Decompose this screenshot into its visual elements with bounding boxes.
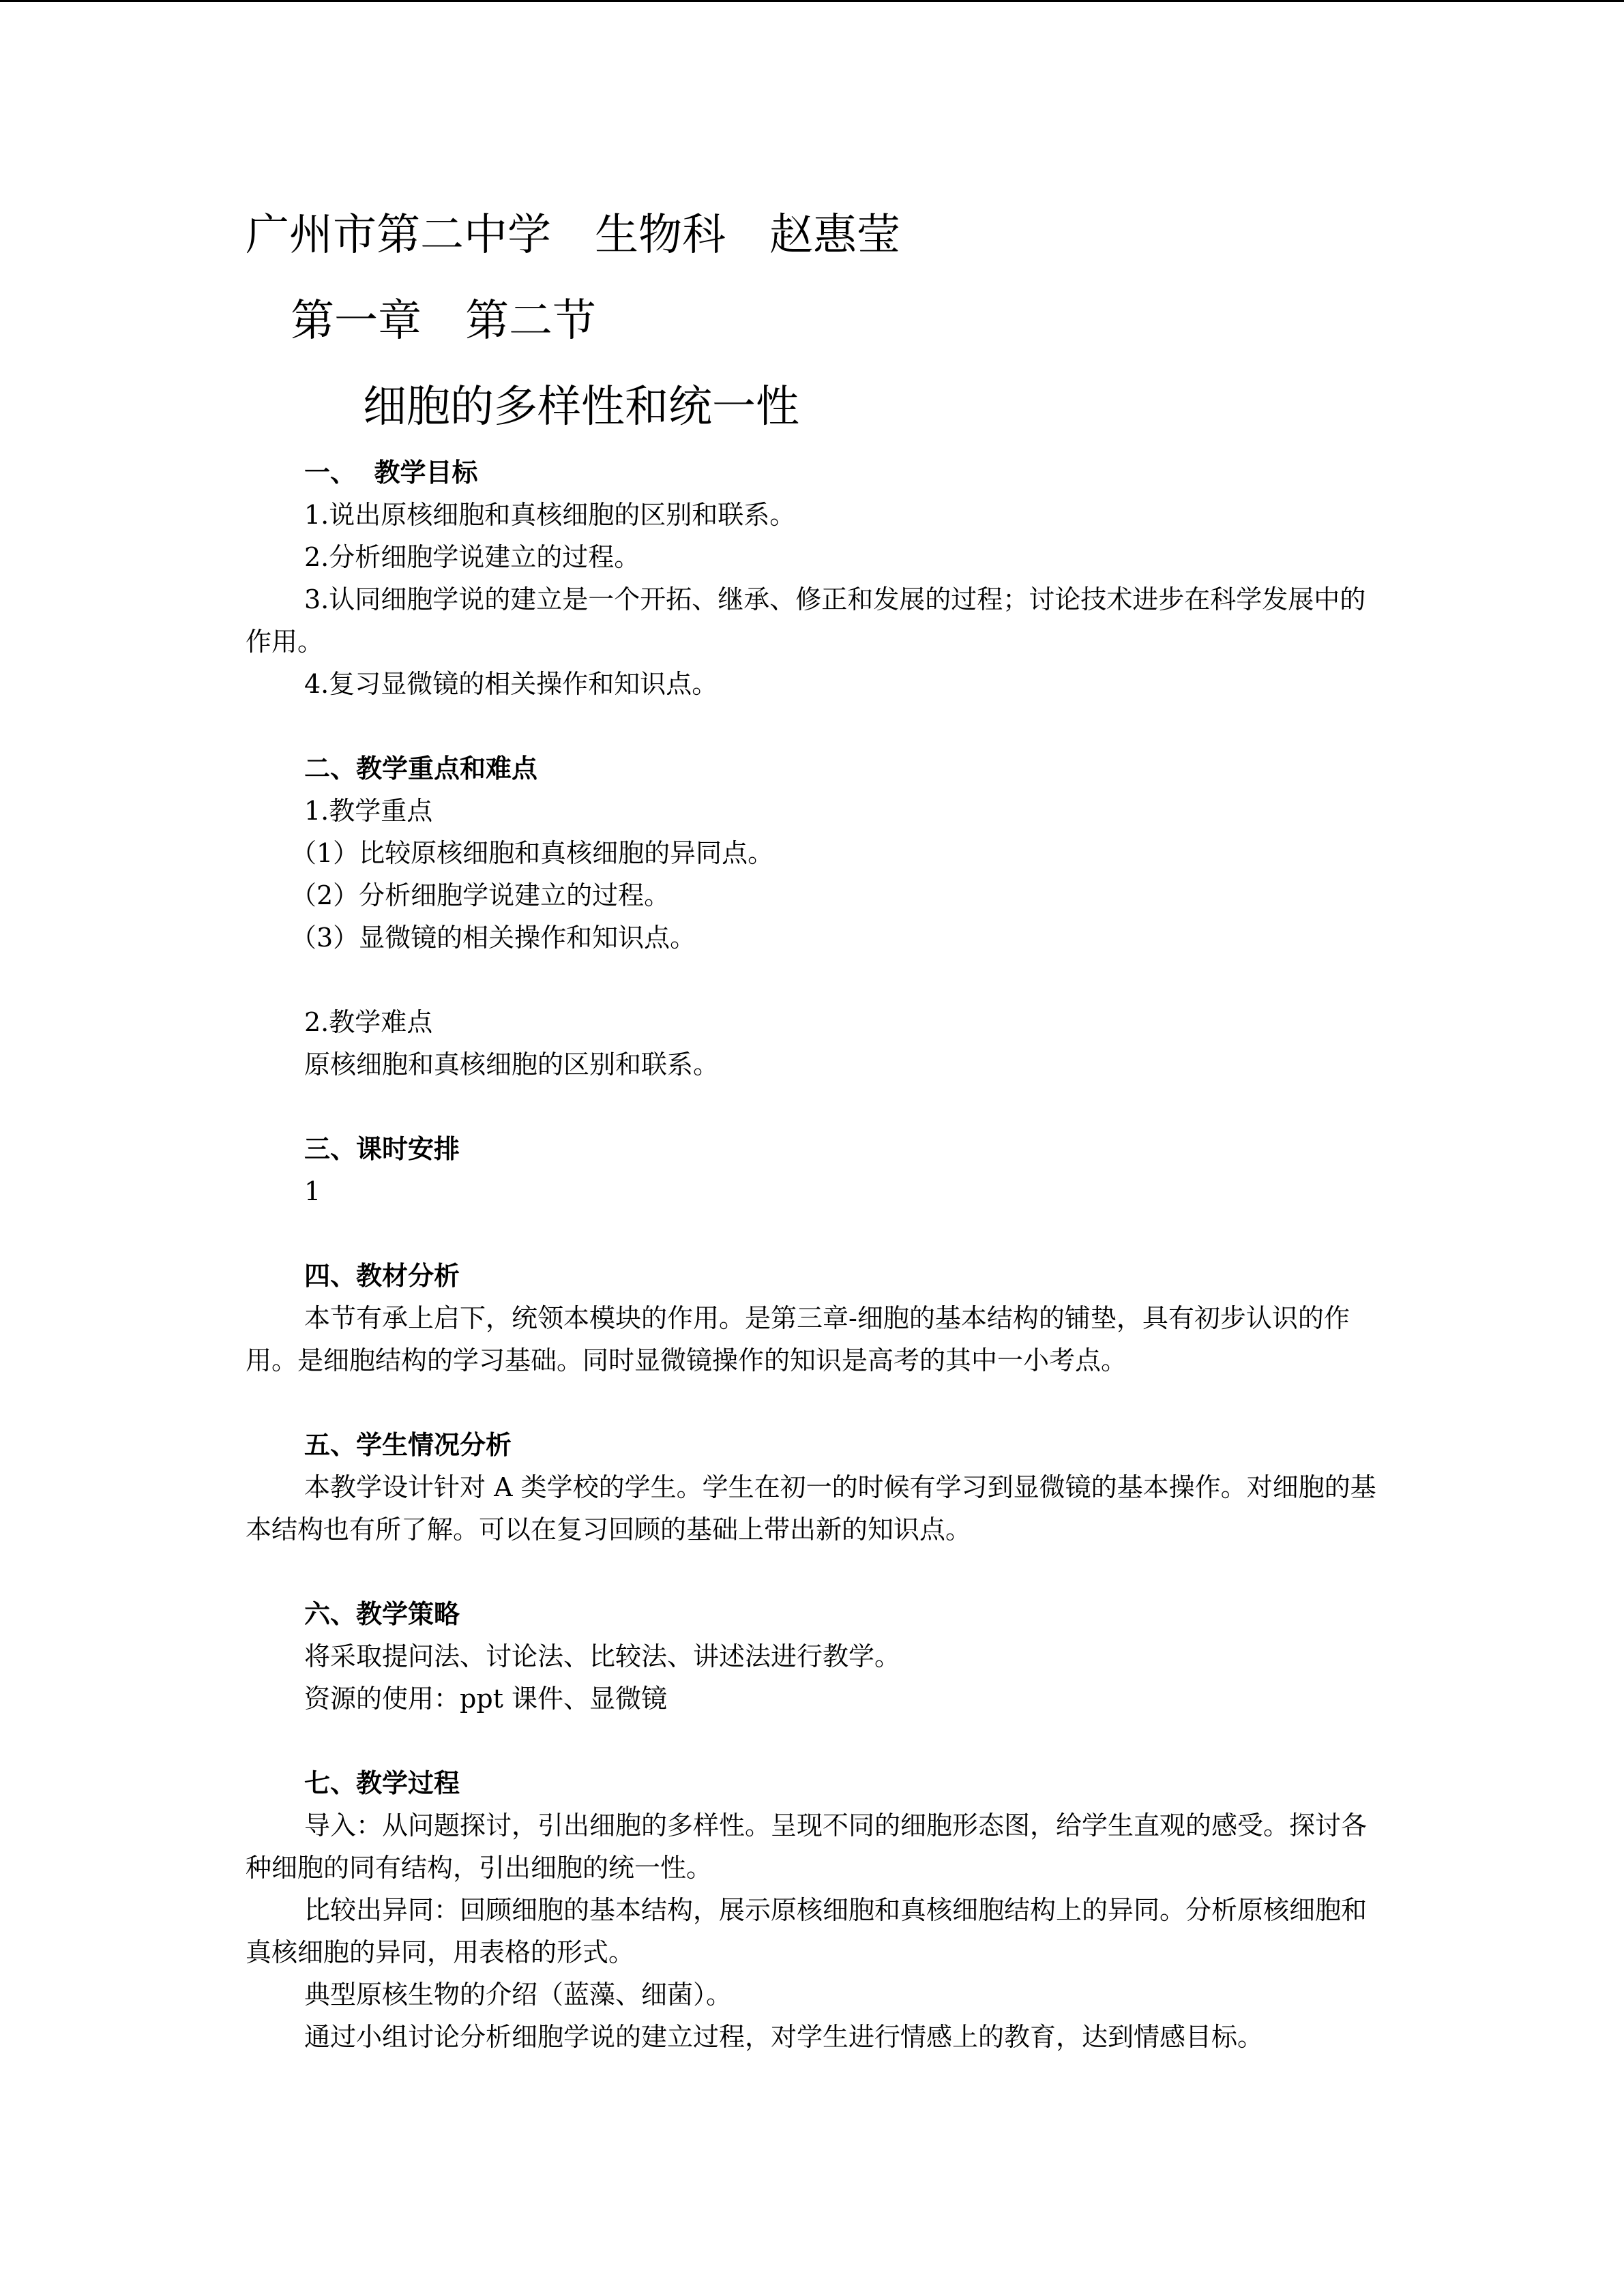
section-heading-material-analysis: 四、教材分析 — [304, 1260, 460, 1291]
process-paragraph-4: 通过小组讨论分析细胞学说的建立过程，对学生进行情感上的教育，达到情感目标。 — [304, 2022, 1264, 2052]
objective-item-3: 3.认同细胞学说的建立是一个开拓、继承、修正和发展的过程；讨论技术进步在科学发展中的作用。 — [246, 584, 1366, 657]
section-heading-key-points: 二、教学重点和难点 — [304, 753, 538, 784]
section-heading-schedule: 三、课时安排 — [304, 1133, 460, 1164]
objective-item-2: 2.分析细胞学说建立的过程。 — [304, 542, 640, 572]
document-body — [246, 451, 1391, 2058]
process-paragraph-1: 导入：从问题探讨，引出细胞的多样性。呈现不同的细胞形态图，给学生直观的感受。探讨各种细胞的同有结构，引出细胞的统一性。 — [246, 1810, 1368, 1883]
key-points-label: 1.教学重点 — [304, 796, 433, 826]
section-heading-student-analysis: 五、学生情况分析 — [304, 1429, 512, 1460]
lesson-title: 细胞的多样性和统一性 — [363, 382, 799, 432]
difficulty-text: 原核细胞和真核细胞的区别和联系。 — [304, 1049, 720, 1079]
document-page — [246, 205, 1391, 2058]
chapter-heading: 第一章 第二节 — [291, 296, 596, 346]
key-point-item-1: （1）比较原核细胞和真核细胞的异同点。 — [291, 838, 774, 868]
process-paragraph-3: 典型原核生物的介绍（蓝藻、细菌）。 — [304, 1980, 733, 2010]
key-point-item-3: （3）显微镜的相关操作和知识点。 — [291, 923, 696, 953]
objective-item-1: 1.说出原核细胞和真核细胞的区别和联系。 — [304, 500, 796, 530]
objective-item-4: 4.复习显微镜的相关操作和知识点。 — [304, 669, 718, 699]
strategy-line-2: 资源的使用：ppt 课件、显微镜 — [304, 1684, 668, 1714]
section-heading-process: 七、教学过程 — [304, 1768, 460, 1798]
section-heading-objectives: 一、 教学目标 — [304, 457, 478, 488]
process-paragraph-2: 比较出异同：回顾细胞的基本结构，展示原核细胞和真核细胞结构上的异同。分析原核细胞和真核细胞的异同，用表格的形式。 — [246, 1895, 1368, 1967]
material-analysis-text: 本节有承上启下，统领本模块的作用。是第三章-细胞的基本结构的铺垫，具有初步认识的作用。是细胞结构的学习基础。同时显微镜操作的知识是高考的其中一小考点。 — [246, 1303, 1350, 1375]
student-analysis-text: 本教学设计针对 A 类学校的学生。学生在初一的时候有学习到显微镜的基本操作。对细胞的基本结构也有所了解。可以在复习回顾的基础上带出新的知识点。 — [246, 1472, 1376, 1545]
document-header: 广州市第二中学 生物科 赵惠莹 — [246, 210, 900, 260]
schedule-text: 1 — [304, 1176, 321, 1206]
strategy-line-1: 将采取提问法、讨论法、比较法、讲述法进行教学。 — [304, 1641, 901, 1671]
section-heading-strategy: 六、教学策略 — [304, 1598, 460, 1629]
top-border-rule — [0, 0, 1624, 2]
difficulty-label: 2.教学难点 — [304, 1007, 433, 1037]
key-point-item-2: （2）分析细胞学说建立的过程。 — [291, 880, 670, 910]
